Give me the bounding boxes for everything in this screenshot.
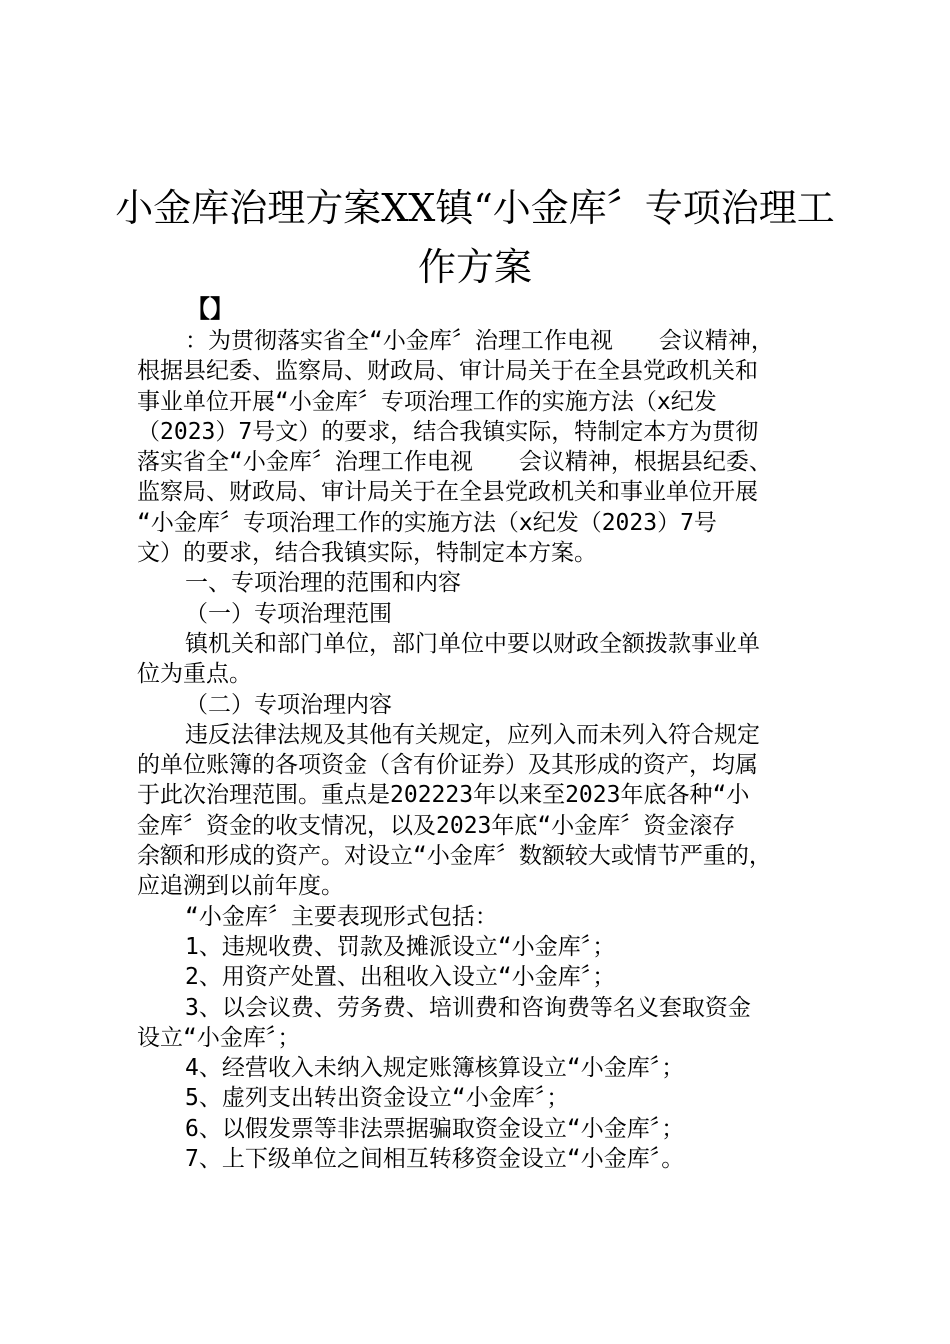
paragraph-line: 余额和形成的资产。对设立“小金库〞数额较大或情节严重的， [137, 843, 772, 870]
list-item: 7、上下级单位之间相互转移资金设立“小金库〞。 [185, 1146, 685, 1173]
paragraph-line: 违反法律法规及其他有关规定，应列入而未列入符合规定 [185, 721, 760, 748]
paragraph-line: 应追溯到以前年度。 [137, 873, 344, 900]
paragraph-line: 位为重点。 [137, 661, 252, 688]
paragraph-line: 根据县纪委、监察局、财政局、审计局关于在全县党政机关和 [137, 358, 758, 385]
paragraph-line: 于此次治理范围。重点是202223年以来至2023年底各种“小 [137, 782, 750, 809]
document-title-line-2: 作方案 [417, 245, 532, 289]
paragraph-line: 金库〞资金的收支情况，以及2023年底“小金库〞资金滚存 [137, 812, 736, 839]
list-item-continuation: 设立“小金库〞； [137, 1024, 301, 1051]
list-item: 3、以会议费、劳务费、培训费和咨询费等名义套取资金 [185, 994, 751, 1021]
list-item: 5、虚列支出转出资金设立“小金库〞； [185, 1085, 570, 1112]
list-item: 6、以假发票等非法票据骗取资金设立“小金库〞； [185, 1115, 685, 1142]
paragraph-line: 落实省全“小金库〞治理工作电视 会议精神，根据县纪委、 [137, 449, 772, 476]
paragraph-line: 文）的要求，结合我镇实际，特制定本方案。 [137, 540, 597, 567]
list-item: 4、经营收入未纳入规定账簿核算设立“小金库〞； [185, 1055, 685, 1082]
paragraph-line: “小金库〞专项治理工作的实施方法（x纪发（2023）7号 [137, 509, 717, 536]
paragraph-line: （2023）7号文）的要求，结合我镇实际，特制定本方为贯彻 [137, 418, 759, 445]
paragraph-line: 镇机关和部门单位，部门单位中要以财政全额拨款事业单 [185, 630, 760, 657]
document-body [137, 326, 837, 1174]
subsection-heading: （二）专项治理内容 [185, 691, 392, 718]
paragraph-line: ：为贯彻落实省全“小金库〞治理工作电视 会议精神， [185, 328, 774, 354]
document-title-line-1: 小金库治理方案XX镇“小金库〞专项治理工 [115, 186, 835, 230]
section-heading: 一、专项治理的范围和内容 [185, 570, 461, 597]
paragraph-line: 事业单位开展“小金库〞专项治理工作的实施方法（x纪发 [137, 388, 717, 415]
subsection-heading: （一）专项治理范围 [185, 600, 392, 627]
empty-bracket-label: 【】 [186, 295, 234, 323]
paragraph-line: “小金库〞主要表现形式包括： [185, 903, 498, 930]
paragraph-line: 的单位账簿的各项资金（含有价证券）及其形成的资产，均属 [137, 752, 758, 779]
paragraph-line: 监察局、财政局、审计局关于在全县党政机关和事业单位开展 [137, 479, 758, 506]
list-item: 2、用资产处置、出租收入设立“小金库〞； [185, 964, 616, 991]
list-item: 1、违规收费、罚款及摊派设立“小金库〞； [185, 933, 616, 960]
